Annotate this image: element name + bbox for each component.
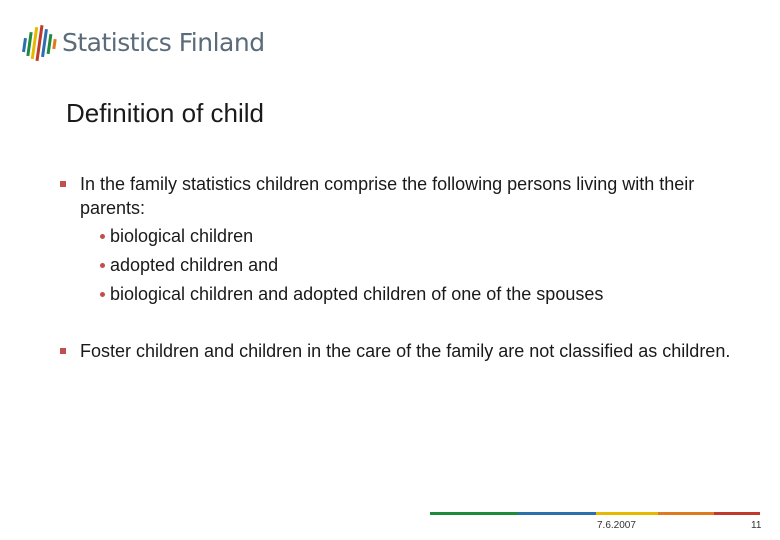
- square-bullet-icon: [60, 181, 66, 187]
- bullet-item-1: [58, 172, 758, 309]
- footer-color-bar: [430, 512, 760, 515]
- sub-item-text: biological children and adopted children of one of the spouses: [110, 284, 604, 304]
- footer-bar-segment: [714, 512, 760, 515]
- sub-item-1: [80, 222, 758, 251]
- round-bullet-icon: [100, 292, 105, 297]
- sub-item-text: adopted children and: [110, 255, 279, 275]
- round-bullet-icon: [100, 263, 105, 268]
- bullet-item-2: [58, 339, 758, 363]
- slide-content: [58, 172, 758, 363]
- statistics-finland-logo: [22, 22, 58, 66]
- sub-item-text: biological children: [110, 226, 254, 246]
- footer-date: 7.6.2007: [597, 520, 636, 531]
- logo-text: Statistics Finland: [62, 28, 265, 57]
- footer-bar-segment: [658, 512, 714, 515]
- round-bullet-icon: [100, 234, 105, 239]
- page-number: 11: [751, 520, 762, 531]
- slide-title: Definition of child: [66, 98, 264, 128]
- bullet-text: In the family statistics children comprise the following persons living with their parents:: [80, 174, 695, 218]
- sub-list: [80, 222, 758, 309]
- square-bullet-icon: [60, 348, 66, 354]
- sub-item-3: [80, 280, 758, 309]
- footer-bar-segment: [430, 512, 518, 515]
- logo-mark-icon: [22, 22, 58, 66]
- bullet-text: Foster children and children in the care of the family are not classified as children.: [80, 341, 731, 361]
- footer-bar-segment: [596, 512, 658, 515]
- footer-bar-segment: [518, 512, 596, 515]
- sub-item-2: [80, 251, 758, 280]
